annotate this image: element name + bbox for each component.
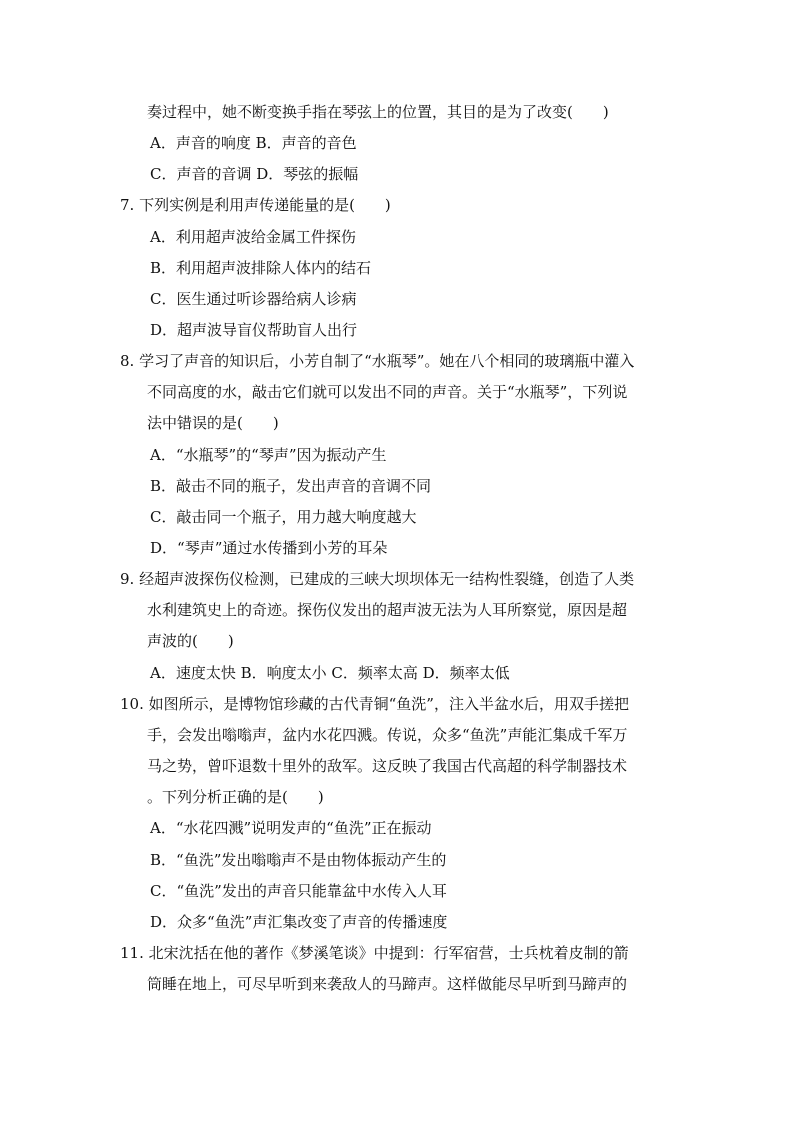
question-8-option-b: B．敲击不同的瓶子，发出声音的音调不同 [150, 477, 432, 495]
question-11-stem-line-1: 11. 北宋沈括在他的著作《梦溪笔谈》中提到：行军宿营，士兵枕着皮制的箭 [120, 944, 629, 962]
question-9-stem-line-3: 声波的( ) [147, 632, 234, 650]
question-10-stem-line-4: 。下列分析正确的是( ) [147, 788, 324, 806]
question-7-option-a: A．利用超声波给金属工件探伤 [150, 228, 356, 246]
question-10-option-d: D．众多“鱼洗”声汇集改变了声音的传播速度 [150, 913, 448, 931]
question-10-option-a: A．“水花四溅”说明发声的“鱼洗”正在振动 [150, 819, 432, 837]
question-7-option-d: D．超声波导盲仪帮助盲人出行 [150, 321, 358, 339]
question-10-option-c: C．“鱼洗”发出的声音只能靠盆中水传入人耳 [150, 882, 447, 900]
question-7-option-b: B．利用超声波排除人体内的结石 [150, 259, 372, 277]
question-6-options-ab: A．声音的响度 B．声音的音色 [150, 134, 357, 152]
question-8-option-a: A．“水瓶琴”的“琴声”因为振动产生 [150, 446, 387, 464]
question-7-stem: 7. 下列实例是利用声传递能量的是( ) [120, 196, 391, 214]
question-6-options-cd: C．声音的音调 D．琴弦的振幅 [150, 165, 359, 183]
question-11-stem-line-2: 筒睡在地上，可尽早听到来袭敌人的马蹄声。这样做能尽早听到马蹄声的 [147, 975, 628, 993]
question-10-stem-line-3: 马之势，曾吓退数十里外的敌军。这反映了我国古代高超的科学制器技术 [147, 757, 628, 775]
question-8-stem-line-2: 不同高度的水，敲击它们就可以发出不同的声音。关于“水瓶琴”，下列说 [147, 383, 628, 401]
question-9-stem-line-1: 9. 经超声波探伤仪检测，已建成的三峡大坝坝体无一结构性裂缝，创造了人类 [120, 570, 635, 588]
question-10-stem-line-1: 10. 如图所示，是博物馆珍藏的古代青铜“鱼洗”，注入半盆水后，用双手搓把 [120, 695, 629, 713]
question-8-option-c: C．敲击同一个瓶子，用力越大响度越大 [150, 508, 417, 526]
question-10-option-b: B．“鱼洗”发出嗡嗡声不是由物体振动产生的 [150, 851, 447, 869]
question-8-stem-line-1: 8. 学习了声音的知识后，小芳自制了“水瓶琴”。她在八个相同的玻璃瓶中灌入 [120, 352, 635, 370]
question-6-continuation: 奏过程中，她不断变换手指在琴弦上的位置，其目的是为了改变( ) [147, 103, 609, 121]
question-10-stem-line-2: 手，会发出嗡嗡声，盆内水花四溅。传说，众多“鱼洗”声能汇集成千军万 [147, 726, 628, 744]
question-8-stem-line-3: 法中错误的是( ) [147, 414, 279, 432]
question-7-option-c: C．医生通过听诊器给病人诊病 [150, 290, 357, 308]
question-9-stem-line-2: 水利建筑史上的奇迹。探伤仪发出的超声波无法为人耳所察觉，原因是超 [147, 601, 628, 619]
question-8-option-d: D．“琴声”通过水传播到小芳的耳朵 [150, 539, 388, 557]
question-9-options: A．速度太快 B．响度太小 C．频率太高 D．频率太低 [150, 664, 510, 682]
